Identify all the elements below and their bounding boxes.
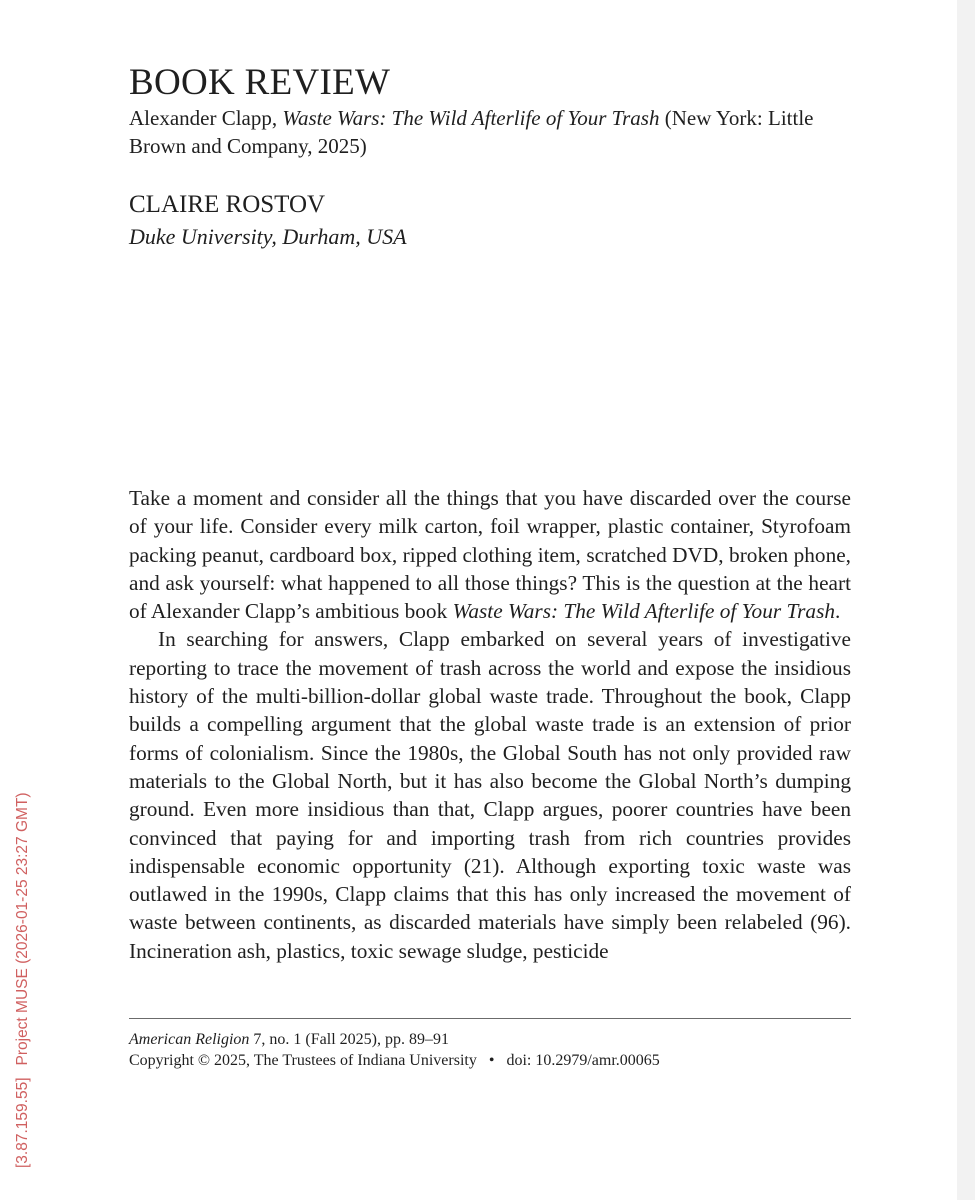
book-publisher: (New York: Little Brown and Company, 2025)	[129, 106, 814, 158]
section-heading: BOOK REVIEW	[129, 62, 391, 103]
journal-name: American Religion	[129, 1031, 250, 1048]
copyright-text: Copyright © 2025, The Trustees of Indiana University	[129, 1052, 477, 1069]
footer-divider	[129, 1018, 851, 1019]
reviewer-affiliation: Duke University, Durham, USA	[129, 224, 407, 249]
scrollbar-track[interactable]	[957, 0, 975, 1200]
journal-citation	[129, 1029, 660, 1050]
paragraph-1-book-title: Waste Wars: The Wild Afterlife of Your Trash	[452, 599, 836, 624]
copyright-line	[129, 1050, 660, 1071]
review-body	[129, 484, 851, 965]
book-author: Alexander Clapp,	[129, 106, 283, 130]
reviewer-name: CLAIRE ROSTOV	[129, 191, 326, 218]
paragraph-2: In searching for answers, Clapp embarked on several years of investigative reporting to trace the movement of trash across the world and expose the insidious history of the multi-billion-dollar global waste trade. Throughout the book, Clapp builds a compelling argument that the global waste trade is an extension of prior forms of colonialism. Since the 1980s, the Global South has not only provided raw materials to the Global North, but it has also become the Global North’s dumping ground. Even more insidious than that, Clapp argues, poorer countries have been convinced that paying for and importing trash from rich countries provides indispensable economic opportunity (21). Although exporting toxic waste was outlawed in the 1990s, Clapp claims that this has only increased the movement of waste between continents, as discarded materials have simply been relabeled (96). Incineration ash, plastics, toxic sewage sludge, pesticide	[129, 627, 851, 963]
doi-text: doi: 10.2979/amr.00065	[506, 1052, 660, 1069]
paragraph-1-text: Take a moment and consider all the things that you have discarded over the course of your life. Consider every milk carton, foil wrapper, plastic container, Styrofoam packing peanut, cardboard box, ripped clothing item, scratched DVD, broken phone, and ask yourself: what happened to all those things? This is the question at the heart of Alexander Clapp’s ambitious book	[129, 486, 851, 624]
watermark-source: Project MUSE (2026-01-25 23:27 GMT)	[14, 792, 31, 1066]
access-watermark	[14, 792, 32, 1168]
book-title: Waste Wars: The Wild Afterlife of Your Trash	[282, 106, 660, 130]
watermark-ip: [3.87.159.55]	[14, 1077, 31, 1168]
paragraph-1-end: .	[835, 599, 841, 624]
book-citation	[129, 104, 859, 160]
bullet-separator: •	[488, 1052, 495, 1069]
page-footer	[129, 1029, 660, 1071]
paragraph-1	[129, 484, 851, 625]
journal-issue: 7, no. 1 (Fall 2025), pp. 89–91	[249, 1031, 449, 1048]
